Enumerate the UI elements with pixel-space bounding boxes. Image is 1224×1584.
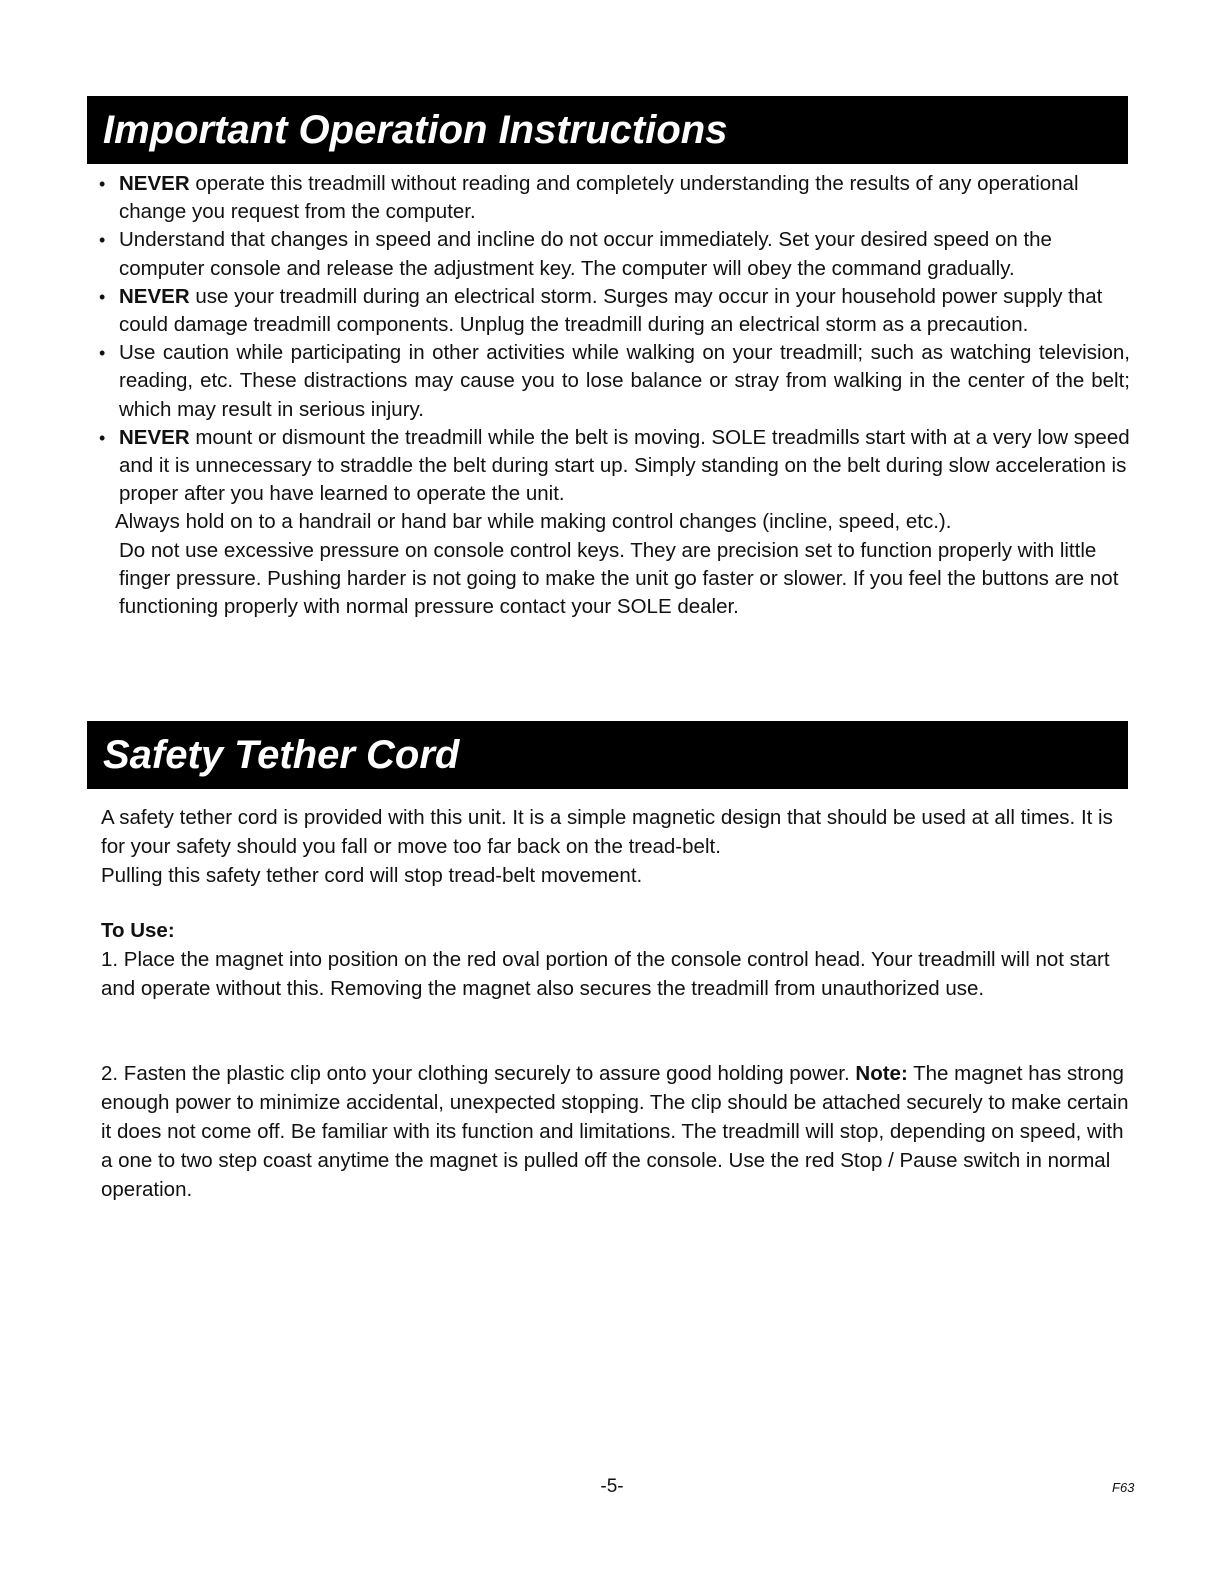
list-item (90, 170, 1130, 226)
list-item-text: Do not use excessive pressure on console control keys. They are precision set to function properly with little finger pressure. Pushing harder is not going to make the unit go faster or slower. If you feel the buttons are not functioning properly with normal pressure contact your SOLE dealer. (119, 538, 1119, 619)
list-item (90, 226, 1130, 282)
document-code: F63 (1112, 1480, 1135, 1495)
step-1: 1. Place the magnet into position on the red oval portion of the console control head. Your treadmill will not start and operate without this. Removing the magnet also secures the treadmill from unauthorized use. (101, 948, 1110, 1000)
tether-intro (101, 803, 1131, 890)
list-item-text: operate this treadmill without reading and completely understanding the results of any operational change you request from the computer. (119, 172, 1079, 224)
list-item-text: Always hold on to a handrail or hand bar while making control changes (incline, speed, etc.). (115, 510, 952, 534)
tether-intro-paragraph: A safety tether cord is provided with this unit. It is a simple magnetic design that should be used at all times. It is for your safety should you fall or move too far back on the tread-belt. (101, 806, 1113, 858)
list-item-text: mount or dismount the treadmill while the belt is moving. SOLE treadmills start with at a very low speed and it is unnecessary to straddle the belt during start up. Simply standing on the belt during slow acceleration is proper after you have learned to operate the unit. (119, 425, 1130, 506)
tether-intro-paragraph: Pulling this safety tether cord will stop tread-belt movement. (101, 864, 643, 887)
to-use-label: To Use: (101, 919, 175, 942)
list-item-text: Understand that changes in speed and incline do not occur immediately. Set your desired speed on the computer console and release the adjustment key. The computer will obey the command gradually. (119, 228, 1052, 280)
step-2-text: 2. Fasten the plastic clip onto your clothing securely to assure good holding power. (101, 1062, 856, 1085)
step-2-paragraph (101, 1059, 1131, 1204)
note-label: Note: (855, 1062, 908, 1085)
step-2-text: The magnet has strong enough power to minimize accidental, unexpected stopping. The clip should be attached securely to make certain it does not come off. Be familiar with its function and limitations. The treadmill will stop, depending on speed, with a one to two step coast anytime the magnet is pulled off the console. Use the red Stop / Pause switch in normal operation. (101, 1062, 1129, 1201)
warning-emphasis: NEVER (119, 284, 190, 308)
list-item (90, 537, 1130, 622)
operation-instructions-heading: Important Operation Instructions (87, 96, 1128, 164)
page-number: -5- (600, 1476, 624, 1497)
list-item (90, 508, 1130, 536)
step-2 (101, 1059, 1131, 1204)
warning-emphasis: NEVER (119, 172, 190, 195)
to-use-section (101, 916, 1131, 1003)
operation-instructions-list (90, 170, 1130, 621)
list-item (90, 339, 1130, 424)
list-item-text: Use caution while participating in other activities while walking on your treadmill; such as watching television, reading, etc. These distractions may cause you to lose balance or stray from walking in the center of the belt; which may result in serious injury. (119, 341, 1130, 421)
list-item-text: use your treadmill during an electrical storm. Surges may occur in your household power supply that could damage treadmill components. Unplug the treadmill during an electrical storm as a precaution. (119, 284, 1103, 337)
warning-emphasis: NEVER (119, 425, 190, 449)
list-item (90, 283, 1130, 339)
safety-tether-heading: Safety Tether Cord (87, 721, 1128, 789)
list-item (90, 424, 1130, 509)
